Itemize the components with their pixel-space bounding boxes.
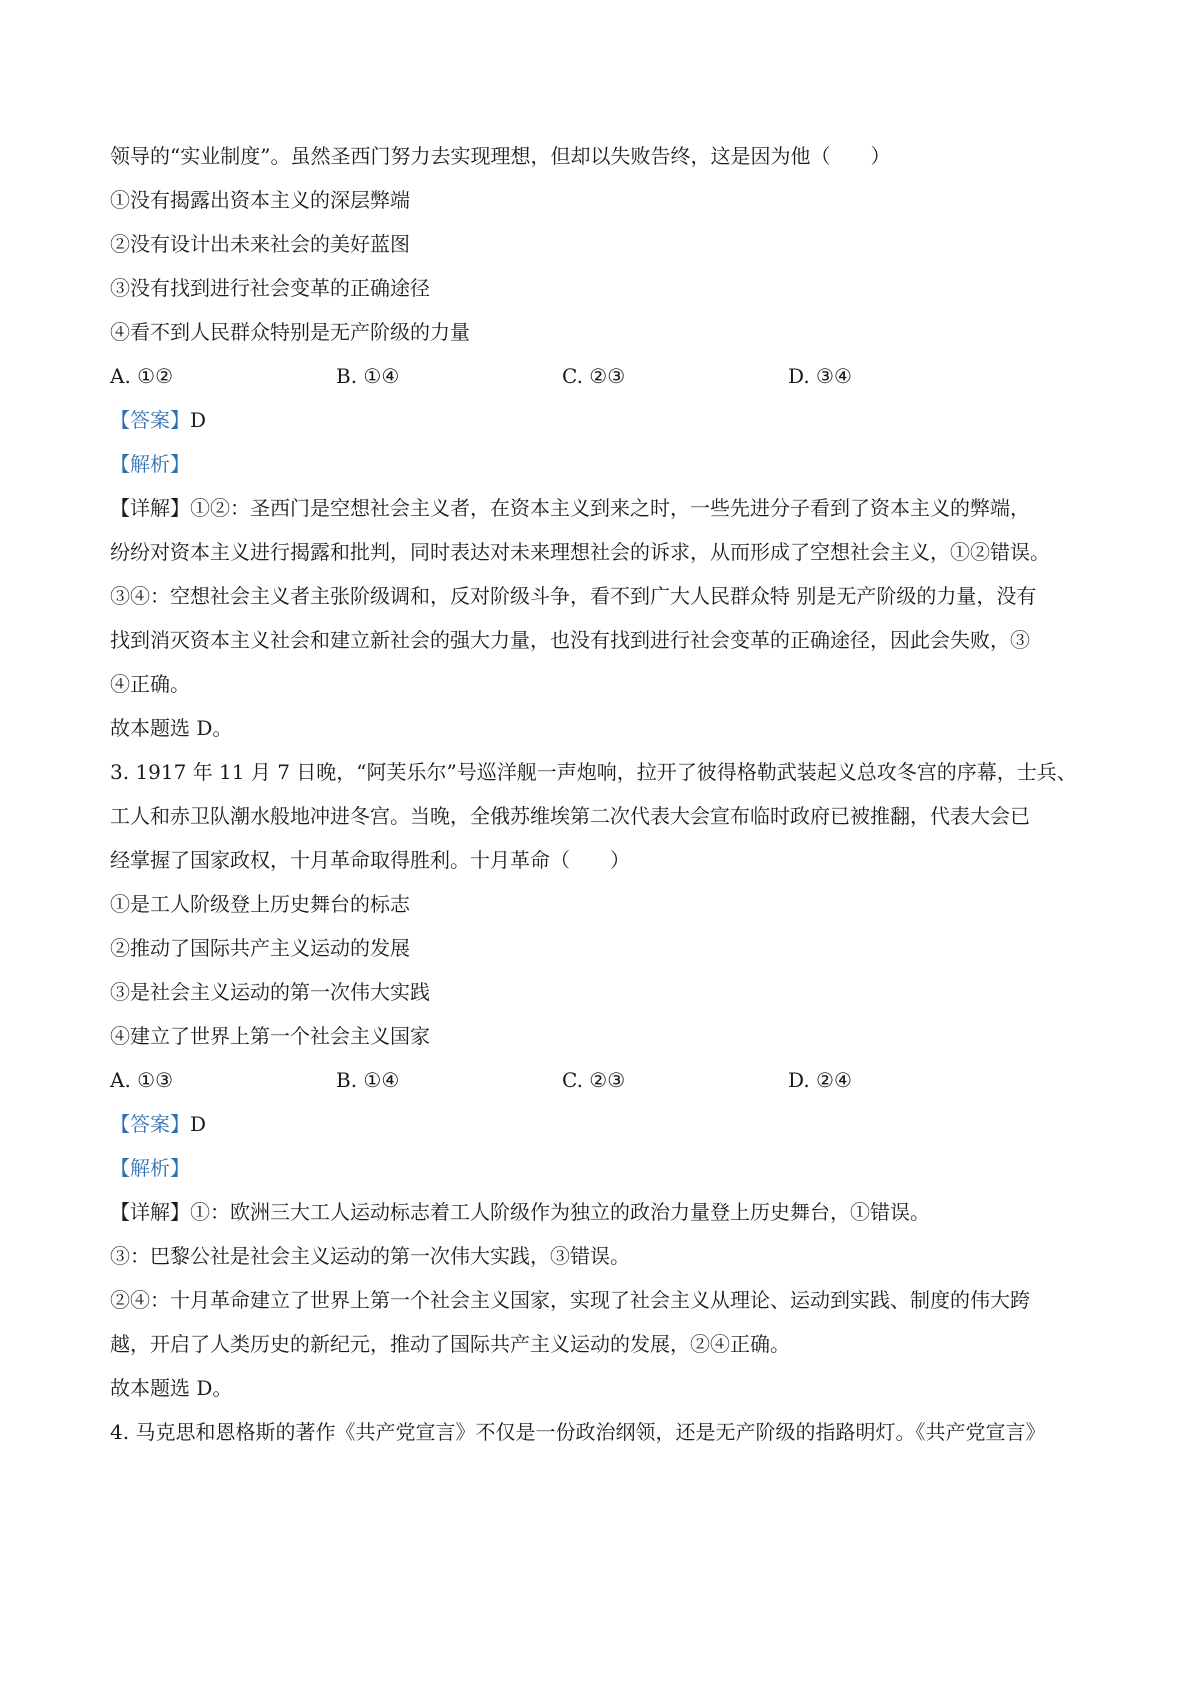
q4-stem-line-1: 4. 马克思和恩格斯的著作《共产党宣言》不仅是一份政治纲领，还是无产阶级的指路明灯。《共产党宣言》 (110, 1420, 1046, 1444)
q3-answer: D (190, 1112, 207, 1136)
q3-option-d: D. ②④ (788, 1068, 852, 1092)
q2-item-1: ①没有揭露出资本主义的深层弊端 (110, 188, 410, 212)
q2-stem: 领导的“实业制度”。虽然圣西门努力去实现理想，但却以失败告终，这是因为他（ ） (110, 144, 891, 168)
q3-detail-text-1: ①：欧洲三大工人运动标志着工人阶级作为独立的政治力量登上历史舞台，①错误。 (190, 1200, 930, 1224)
q3-stem-line-2: 工人和赤卫队潮水般地冲进冬宫。当晚，全俄苏维埃第二次代表大会宣布临时政府已被推翻，代表大会已 (110, 804, 1030, 828)
q2-answer: D (190, 408, 207, 432)
q2-option-a: A. ①② (110, 364, 174, 388)
q2-item-4: ④看不到人民群众特别是无产阶级的力量 (110, 320, 470, 344)
q3-option-b: B. ①④ (336, 1068, 400, 1092)
q2-analysis-line (110, 450, 1100, 478)
q2-detail-line-1 (110, 494, 1100, 522)
q3-analysis-line (110, 1154, 1100, 1182)
q2-detail-line-5: ④正确。 (110, 672, 190, 696)
q3-detail-line-1 (110, 1198, 1100, 1226)
q2-option-d: D. ③④ (788, 364, 852, 388)
q3-stem-line-3: 经掌握了国家政权，十月革命取得胜利。十月革命（ ） (110, 848, 630, 872)
q2-option-c: C. ②③ (562, 364, 626, 388)
q3-item-4: ④建立了世界上第一个社会主义国家 (110, 1024, 430, 1048)
q3-answer-tag: 【答案】 (110, 1112, 190, 1136)
q2-item-2: ②没有设计出未来社会的美好蓝图 (110, 232, 410, 256)
q3-analysis-tag: 【解析】 (110, 1156, 190, 1180)
q3-detail-line-4: 越，开启了人类历史的新纪元，推动了国际共产主义运动的发展，②④正确。 (110, 1332, 790, 1356)
q2-detail-text-1: ①②：圣西门是空想社会主义者，在资本主义到来之时，一些先进分子看到了资本主义的弊端， (190, 496, 1030, 520)
q2-option-b: B. ①④ (336, 364, 400, 388)
q3-conclusion: 故本题选 D。 (110, 1376, 233, 1400)
q2-item-3: ③没有找到进行社会变革的正确途径 (110, 276, 430, 300)
q3-item-2: ②推动了国际共产主义运动的发展 (110, 936, 410, 960)
q3-stem-line-1: 3. 1917 年 11 月 7 日晚，“阿芙乐尔”号巡洋舰一声炮响，拉开了彼得格勒武装起义总攻冬宫的序幕，士兵、 (110, 760, 1077, 784)
q3-item-1: ①是工人阶级登上历史舞台的标志 (110, 892, 410, 916)
q3-option-a: A. ①③ (110, 1068, 174, 1092)
q2-answer-line (110, 406, 1100, 434)
q2-analysis-tag: 【解析】 (110, 452, 190, 476)
q2-detail-line-2: 纷纷对资本主义进行揭露和批判，同时表达对未来理想社会的诉求，从而形成了空想社会主义，①②错误。 (110, 540, 1050, 564)
q3-answer-line (110, 1110, 1100, 1138)
q2-answer-tag: 【答案】 (110, 408, 190, 432)
q2-detail-tag: 【详解】 (110, 496, 190, 520)
q2-detail-line-4: 找到消灭资本主义社会和建立新社会的强大力量，也没有找到进行社会变革的正确途径，因此会失败，③ (110, 628, 1030, 652)
q2-conclusion: 故本题选 D。 (110, 716, 233, 740)
q3-detail-line-2: ③：巴黎公社是社会主义运动的第一次伟大实践，③错误。 (110, 1244, 630, 1268)
q3-item-3: ③是社会主义运动的第一次伟大实践 (110, 980, 430, 1004)
q3-option-c: C. ②③ (562, 1068, 626, 1092)
q2-detail-line-3: ③④：空想社会主义者主张阶级调和，反对阶级斗争，看不到广大人民群众特 别是无产阶级的力量，没有 (110, 584, 1037, 608)
q3-detail-tag: 【详解】 (110, 1200, 190, 1224)
q3-detail-line-3: ②④：十月革命建立了世界上第一个社会主义国家，实现了社会主义从理论、运动到实践、制度的伟大跨 (110, 1288, 1030, 1312)
